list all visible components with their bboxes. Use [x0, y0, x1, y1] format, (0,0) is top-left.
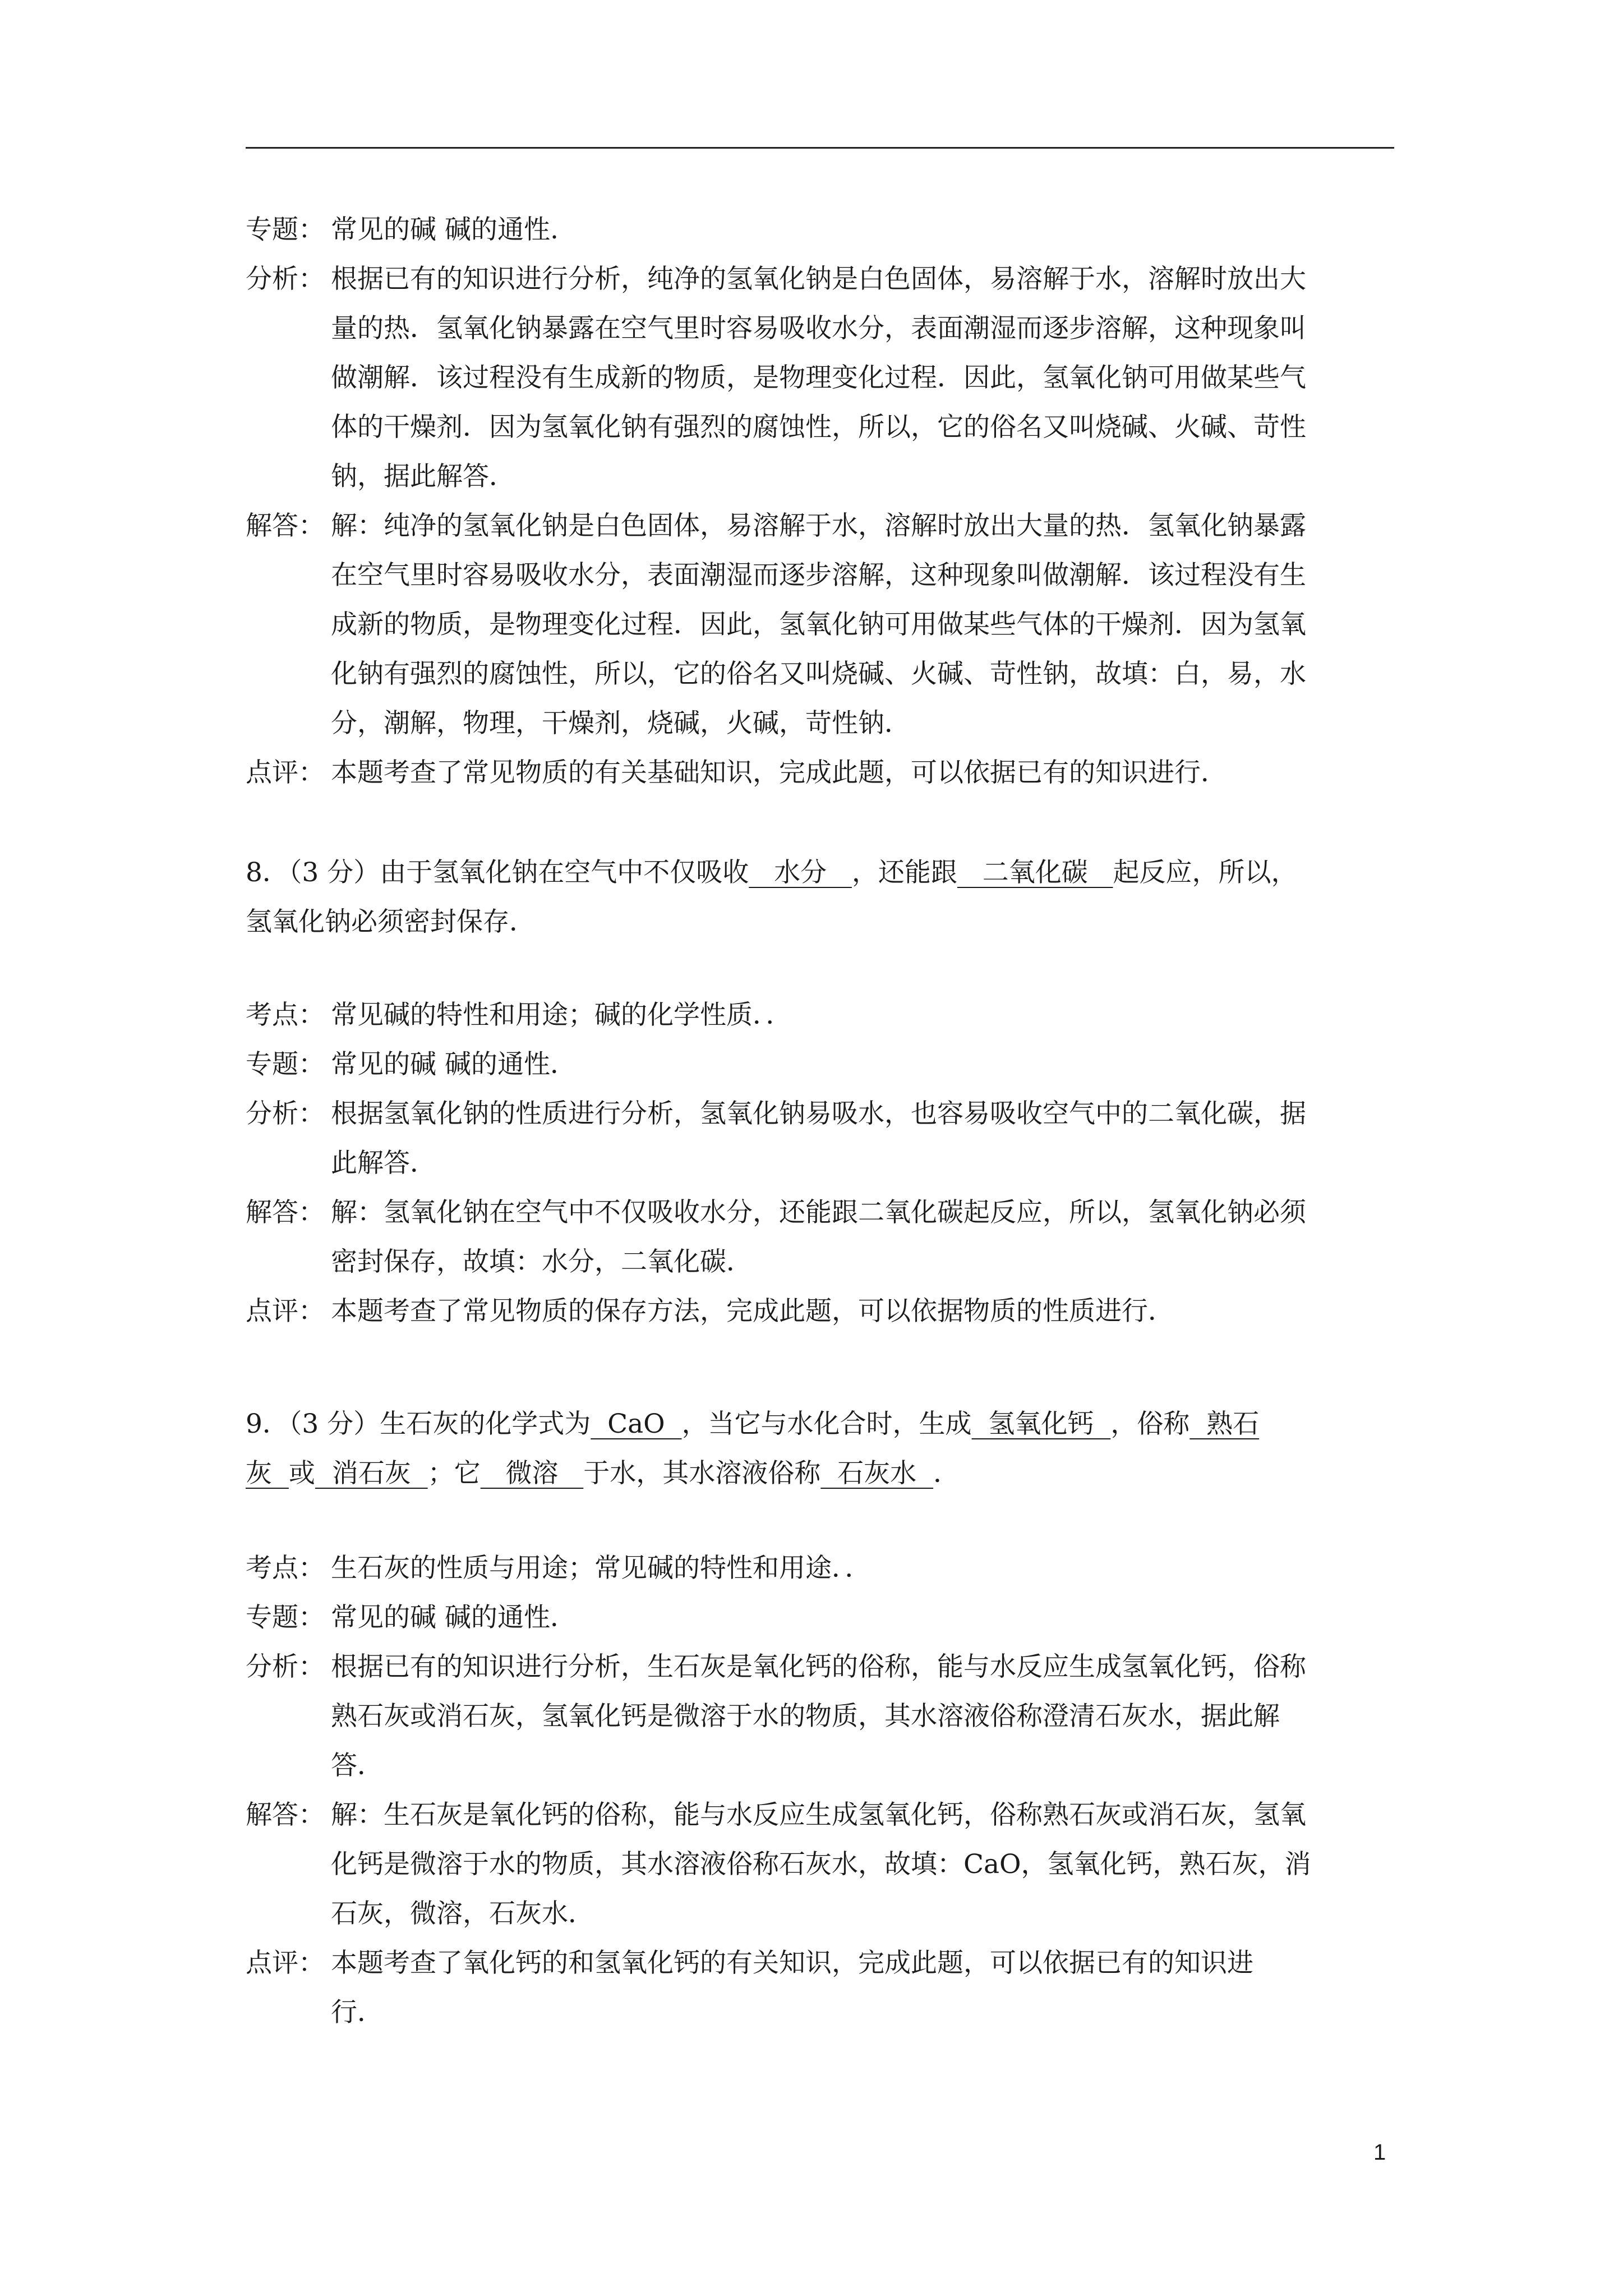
question-text: ，还能跟	[851, 857, 957, 888]
text-line: 体的干燥剂．因为氢氧化钠有强烈的腐蚀性，所以，它的俗名又叫烧碱、火碱、苛性	[331, 412, 1306, 443]
analysis-label: 分析：	[246, 1098, 325, 1129]
answer-blank: 石灰水	[820, 1458, 934, 1489]
q8-keypoint-entry	[246, 991, 1395, 1040]
text-line: 生石灰的性质与用途；常见碱的特性和用途．．	[331, 1553, 872, 1584]
comment-label: 点评：	[246, 1296, 325, 1327]
question-text: 8．（3 分）由于氢氧化钠在空气中不仅吸收	[246, 857, 749, 888]
text-line: 解：生石灰是氧化钙的俗称，能与水反应生成氢氧化钙，俗称熟石灰或消石灰，氢氧	[331, 1800, 1306, 1830]
question-8	[246, 848, 1395, 947]
q9-analysis	[246, 1544, 1395, 2037]
text-line: 常见的碱 碱的通性．	[331, 1049, 577, 1080]
answer-text	[331, 501, 1395, 748]
q9-answer-entry	[246, 1791, 1395, 1939]
question-text: 于水，其水溶液俗称	[583, 1458, 821, 1489]
text-line: 根据已有的知识进行分析，生石灰是氧化钙的俗称，能与水反应生成氢氧化钙，俗称	[331, 1651, 1306, 1682]
header-rule	[246, 147, 1394, 149]
question-9	[246, 1400, 1395, 1498]
answer-blank: 氢氧化钙	[971, 1409, 1111, 1439]
answer-label: 解答：	[246, 1800, 325, 1830]
text-line: 本题考查了常见物质的有关基础知识，完成此题，可以依据已有的知识进行．	[331, 757, 1227, 788]
q7-topic	[246, 205, 1395, 255]
question-8-line-1	[246, 848, 1395, 898]
q7-analysis	[246, 205, 1395, 798]
text-line: 根据氢氧化钠的性质进行分析，氢氧化钠易吸水，也容易吸收空气中的二氧化碳，据	[331, 1098, 1306, 1129]
text-line: 分，潮解，物理，干燥剂，烧碱，火碱，苛性钠．	[331, 708, 911, 739]
question-text: ，俗称	[1110, 1409, 1190, 1439]
text-line: 化钠有强烈的腐蚀性，所以，它的俗名又叫烧碱、火碱、苛性钠，故填：白，易，水	[331, 659, 1306, 689]
topic-text	[331, 1593, 1395, 1642]
topic-label: 专题：	[246, 1602, 325, 1633]
answer-blank: 消石灰	[315, 1458, 428, 1489]
q8-analysis-entry	[246, 1089, 1395, 1188]
text-line: 量的热．氢氧化钠暴露在空气里时容易吸收水分，表面潮湿而逐步溶解，这种现象叫	[331, 313, 1306, 344]
keypoint-text	[331, 991, 1395, 1040]
question-text: 起反应，所以，	[1113, 857, 1298, 888]
topic-label: 专题：	[246, 214, 325, 245]
text-line: 常见的碱 碱的通性．	[331, 1602, 577, 1633]
analysis-text	[331, 255, 1395, 501]
text-line: 成新的物质，是物理变化过程．因此，氢氧化钠可用做某些气体的干燥剂．因为氢氧	[331, 609, 1306, 640]
q8-comment-entry	[246, 1287, 1395, 1336]
question-8-line-2: 氢氧化钠必须密封保存．	[246, 907, 536, 937]
comment-label: 点评：	[246, 757, 325, 788]
comment-text	[331, 748, 1395, 798]
analysis-text	[331, 1089, 1395, 1188]
analysis-label: 分析：	[246, 1651, 325, 1682]
question-9-line-1	[246, 1400, 1395, 1449]
q7-comment-entry	[246, 748, 1395, 798]
answer-blank: CaO	[591, 1409, 682, 1439]
text-line: 钠，据此解答．	[331, 461, 515, 492]
topic-label: 专题：	[246, 1049, 325, 1080]
q7-analysis-entry	[246, 255, 1395, 501]
question-text: ，当它与水化合时，生成	[681, 1409, 972, 1439]
text-line: 常见碱的特性和用途；碱的化学性质．．	[331, 1000, 792, 1030]
text-line: 行．	[331, 1997, 384, 2028]
text-line: 熟石灰或消石灰，氢氧化钙是微溶于水的物质，其水溶液俗称澄清石灰水，据此解	[331, 1701, 1280, 1732]
text-line: 常见的碱 碱的通性.	[331, 214, 559, 245]
topic-text	[331, 205, 1395, 255]
comment-label: 点评：	[246, 1948, 325, 1978]
answer-label: 解答：	[246, 1197, 325, 1228]
q8-topic-entry	[246, 1040, 1395, 1089]
analysis-label: 分析：	[246, 264, 325, 295]
analysis-text	[331, 1642, 1395, 1791]
question-text: ．	[933, 1458, 960, 1489]
answer-text	[331, 1791, 1395, 1939]
answer-blank: 二氧化碳	[957, 857, 1113, 888]
q9-analysis-entry	[246, 1642, 1395, 1791]
topic-text	[331, 1040, 1395, 1089]
text-line: 解：纯净的氢氧化钠是白色固体，易溶解于水，溶解时放出大量的热．氢氧化钠暴露	[331, 510, 1306, 541]
text-line: 本题考查了常见物质的保存方法，完成此题，可以依据物质的性质进行．	[331, 1296, 1174, 1327]
text-line: 本题考查了氧化钙的和氢氧化钙的有关知识，完成此题，可以依据已有的知识进	[331, 1948, 1253, 1978]
q9-topic-entry	[246, 1593, 1395, 1642]
answer-blank: 灰	[246, 1458, 289, 1489]
text-line: 此解答．	[331, 1148, 436, 1179]
q9-comment-entry	[246, 1939, 1395, 2037]
text-line: 石灰，微溶，石灰水．	[331, 1898, 594, 1929]
page-number: 1	[1373, 2140, 1386, 2165]
q8-analysis	[246, 991, 1395, 1336]
comment-text	[331, 1287, 1395, 1336]
question-text: ；它	[427, 1458, 481, 1489]
answer-blank: 水分	[749, 857, 852, 888]
text-line: 根据已有的知识进行分析，纯净的氢氧化钠是白色固体，易溶解于水，溶解时放出大	[331, 264, 1306, 295]
answer-blank: 微溶	[480, 1458, 584, 1489]
text-line: 在空气里时容易吸收水分，表面潮湿而逐步溶解，这种现象叫做潮解．该过程没有生	[331, 560, 1306, 591]
answer-blank: 熟石	[1189, 1409, 1260, 1439]
text-line: 解：氢氧化钠在空气中不仅吸收水分，还能跟二氧化碳起反应，所以，氢氧化钠必须	[331, 1197, 1306, 1228]
text-line: 做潮解．该过程没有生成新的物质，是物理变化过程．因此，氢氧化钠可用做某些气	[331, 362, 1306, 393]
keypoint-label: 考点：	[246, 1553, 325, 1584]
text-line: 答．	[331, 1750, 384, 1781]
q7-answer-entry	[246, 501, 1395, 748]
q8-answer-entry	[246, 1188, 1395, 1287]
question-text: 9．（3 分）生石灰的化学式为	[246, 1409, 591, 1439]
question-text: 或	[288, 1458, 315, 1489]
text-line: 密封保存，故填：水分，二氧化碳．	[331, 1246, 753, 1277]
text-line: 化钙是微溶于水的物质，其水溶液俗称石灰水，故填：CaO，氢氧化钙，熟石灰，消	[331, 1849, 1311, 1880]
q9-keypoint-entry	[246, 1544, 1395, 1593]
keypoint-label: 考点：	[246, 1000, 325, 1030]
answer-text	[331, 1188, 1395, 1287]
comment-text	[331, 1939, 1395, 2037]
question-9-line-2	[246, 1449, 1395, 1498]
keypoint-text	[331, 1544, 1395, 1593]
answer-label: 解答：	[246, 510, 325, 541]
